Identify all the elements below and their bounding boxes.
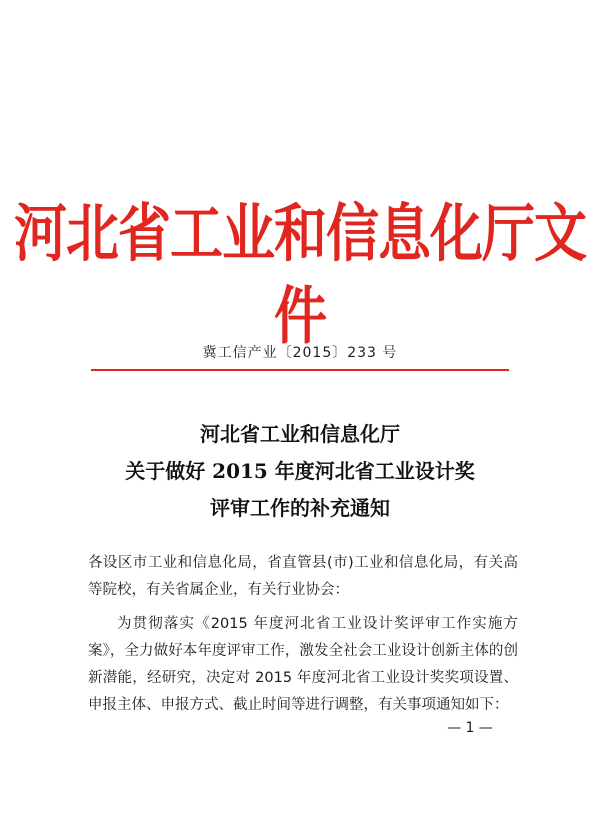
notice-title-line-2: 关于做好 2015 年度河北省工业设计奖 [125, 459, 475, 483]
notice-title-line-1: 河北省工业和信息化厅 [200, 422, 400, 446]
issuer-header-title: 河北省工业和信息化厅文件 [14, 197, 586, 353]
red-separator-line [91, 369, 509, 371]
page-number: — 1 — [447, 720, 493, 736]
document-number: 冀工信产业〔2015〕233 号 [202, 345, 398, 361]
notice-title-line-3: 评审工作的补充通知 [210, 496, 390, 520]
addressee-paragraph: 各设区市工业和信息化局，省直管县(市)工业和信息化局，有关高等院校，有关省属企业，有关行业协会： [88, 555, 518, 598]
body-paragraph-1: 为贯彻落实《2015 年度河北省工业设计奖评审工作实施方案》，全力做好本年度评审工作，激发全社会工业设计创新主体的创新潜能，经研究，决定对 2015 年度河北省工业设计奖奖项设置、申报主体、申报方式、截止时间等进行调整，有关事项通知如下： [88, 616, 518, 713]
